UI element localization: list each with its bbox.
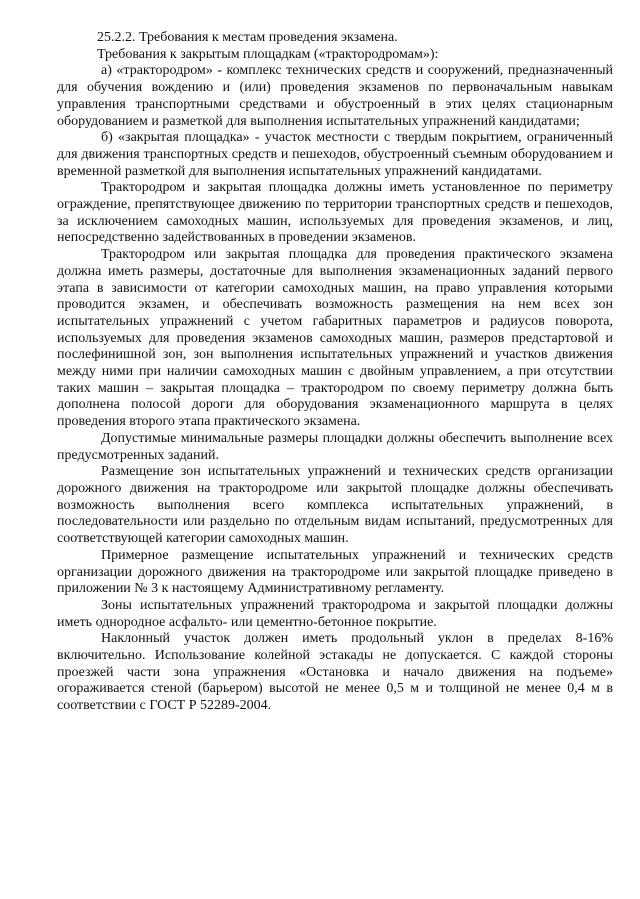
paragraph-zone-placement: Размещение зон испытательных упражнений и технических средств организации дорожного движения на трактородроме или закрытой площадке должны обеспечивать возможность выполнения всего комплекса испытательных упражнений, в последовательности или раздельно по отдельным видам испытаний, предусмотренных для соответствующей категории самоходных машин. xyxy=(57,464,613,547)
section-heading: 25.2.2. Требования к местам проведения экзамена. xyxy=(97,30,398,45)
paragraph-sample-placement: Примерное размещение испытательных упражнений и технических средств организации дорожного движения на трактородроме или закрытой площадке приведено в приложении № 3 к настоящему Административному регламенту. xyxy=(57,547,613,597)
paragraph-area-dimensions: Трактородром или закрытая площадка для проведения практического экзамена должна иметь размеры, достаточные для выполнения экзаменационных заданий первого этапа в зависимости от категории самоходных машин, на право управления которыми проводится экзамен, и обеспечивать возможность размещения на нем всех зон испытательных упражнений с учетом габаритных параметров и радиусов поворота, используемых для проведения экзаменов самоходных машин, размеров предстартовой и послефинишной зон, зон выполнения испытательных упражнений и участков движения между ними при наличии самоходных машин с двойным управлением, а при отсутствии таких машин – закрытая площадка – трактородром по своему периметру должна быть дополнена полосой дороги для оборудования экзаменационного маршрута в целях проведения второго этапа практического экзамена. xyxy=(57,247,613,430)
paragraph-minimum-sizes: Допустимые минимальные размеры площадки должны обеспечить выполнение всех предусмотренных заданий. xyxy=(57,430,613,463)
paragraph-surface: Зоны испытательных упражнений трактородрома и закрытой площадки должны иметь однородное асфальто- или цементно-бетонное покрытие. xyxy=(57,597,613,630)
paragraph-closed-area-definition: б) «закрытая площадка» - участок местности с твердым покрытием, ограниченный для движения транспортных средств и пешеходов, обустроенный съемным оборудованием и временной разметкой для выполнения испытательных упражнений кандидатами. xyxy=(57,130,613,179)
subsection-heading: Требования к закрытым площадкам («трактородромам»): xyxy=(97,46,439,62)
paragraph-slope: Наклонный участок должен иметь продольный уклон в пределах 8-16% включительно. Использование колейной эстакады не допускается. С каждой стороны проезжей части зона упражнения «Остановка и начало движения на подъеме» огораживается стеной (барьером) высотой не менее 0,5 м и толщиной не менее 0,4 м в соответствии с ГОСТ Р 52289-2004. xyxy=(57,631,613,714)
document-page xyxy=(57,30,613,715)
paragraph-tractorodrom-definition: а) «трактородром» - комплекс технических средств и сооружений, предназначенный для обучения вождению и (или) проведения экзаменов по первоначальным навыкам управления транспортными средствами и обустроенный в этих целях стационарным оборудованием и разметкой для выполнения испытательных упражнений кандидатами; xyxy=(57,63,613,129)
paragraph-perimeter-fence: Трактородром и закрытая площадка должны иметь установленное по периметру ограждение, препятствующее движению по территории транспортных средств и пешеходов, за исключением самоходных машин, используемых для проведения экзаменов, и лиц, непосредственно задействованных в проведении экзаменов. xyxy=(57,180,613,246)
